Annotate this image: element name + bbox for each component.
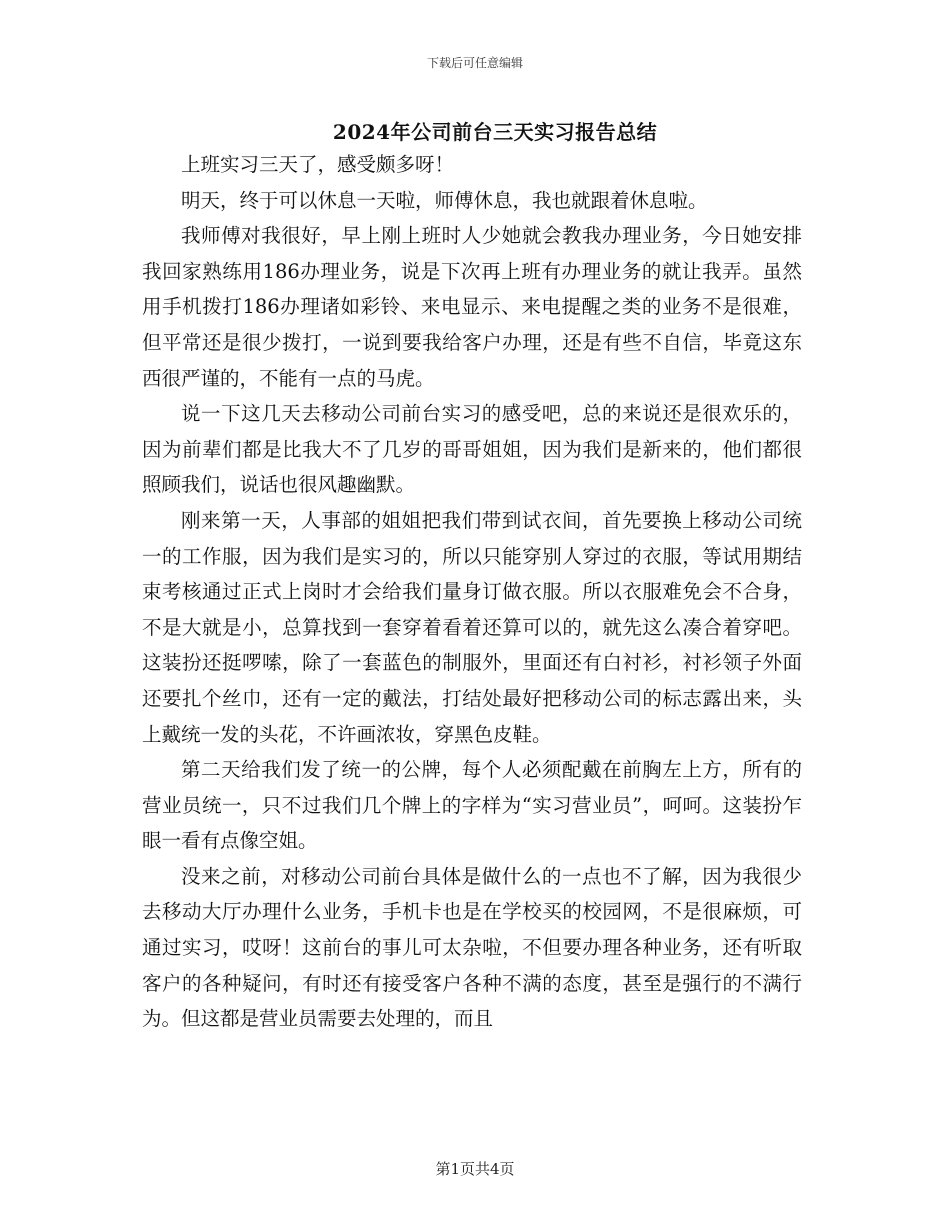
document-title: 2024年公司前台三天实习报告总结: [332, 120, 658, 144]
page-header-note: 下载后可任意编辑: [426, 56, 523, 70]
document-body: [142, 147, 802, 1037]
paragraph: 我师傅对我很好，早上刚上班时人少她就会教我办理业务，今日她安排我回家熟练用186办理业务，说是下次再上班有办理业务的就让我弄。虽然用手机拨打186办理诸如彩铃、来电显示、来电提醒之类的业务不是很难，但平常还是很少拨打，一说到要我给客户办理，还是有些不自信，毕竟这东西很严谨的，不能有一点的马虎。: [142, 224, 802, 390]
page-number-footer: 第1页共4页: [435, 1160, 515, 1178]
paragraph: 第二天给我们发了统一的公牌，每个人必须配戴在前胸左上方，所有的营业员统一，只不过我们几个牌上的字样为“实习营业员”，呵呵。这装扮乍眼一看有点像空姐。: [142, 758, 802, 853]
paragraph: 明天，终于可以休息一天啦，师傅休息，我也就跟着休息啦。: [181, 188, 708, 212]
paragraph: 上班实习三天了，感受颇多呀！: [181, 153, 455, 176]
paragraph: 没来之前，对移动公司前台具体是做什么的一点也不了解，因为我很少去移动大厅办理什么业务，手机卡也是在学校买的校园网，不是很麻烦，可通过实习，哎呀！这前台的事儿可太杂啦，不但要办理各种业务，还有听取客户的各种疑问，有时还有接受客户各种不满的态度，甚至是强行的不满行为。但这都是营业员需要去处理的，而且: [142, 864, 802, 1031]
paragraph: 说一下这几天去移动公司前台实习的感受吧，总的来说还是很欢乐的，因为前辈们都是比我大不了几岁的哥哥姐姐，因为我们是新来的，他们都很照顾我们，说话也很风趣幽默。: [142, 402, 802, 497]
paragraph: 刚来第一天，人事部的姐姐把我们带到试衣间，首先要换上移动公司统一的工作服，因为我们是实习的，所以只能穿别人穿过的衣服，等试用期结束考核通过正式上岗时才会给我们量身订做衣服。所以衣服难免会不合身，不是大就是小，总算找到一套穿着看着还算可以的，就先这么凑合着穿吧。这装扮还挺啰嗦，除了一套蓝色的制服外，里面还有白衬衫，衬衫领子外面还要扎个丝巾，还有一定的戴法，打结处最好把移动公司的标志露出来，头上戴统一发的头花，不许画浓妆，穿黑色皮鞋。: [142, 508, 802, 746]
